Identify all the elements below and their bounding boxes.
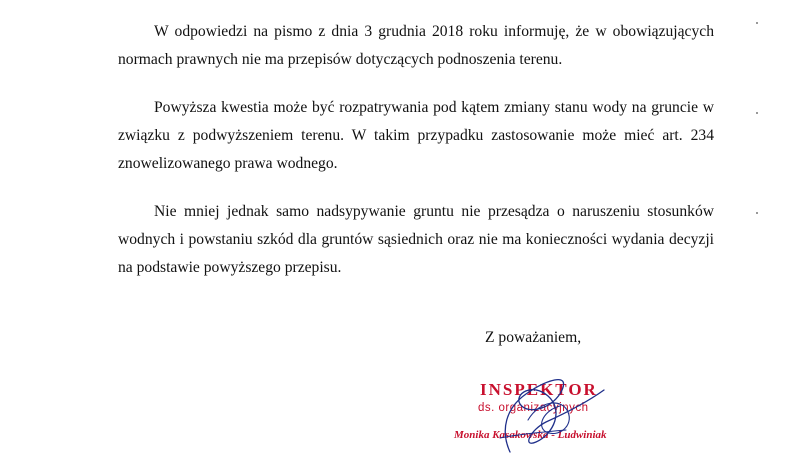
signature-stroke-main xyxy=(505,380,604,452)
closing-salutation: Z poważaniem, xyxy=(485,329,582,346)
edge-dot xyxy=(756,212,758,214)
signature-stroke-loop xyxy=(528,403,569,434)
stamp-subtitle: ds. organizacyjnych xyxy=(478,402,589,414)
handwritten-signature xyxy=(470,360,620,460)
stamp-title: INSPEKTOR xyxy=(480,380,598,399)
stamp-name: Monika Kasakowska - Ludwiniak xyxy=(454,429,607,441)
paragraph-conclusion: Nie mniej jednak samo nadsypywanie gruntu nie przesądza o naruszeniu stosunków wodnych i powstaniu szkód dla gruntów sąsiednich oraz nie ma konieczności wydania decyzji na podstawie powyższego przepisu. xyxy=(118,203,714,276)
paragraph-reply: W odpowiedzi na pismo z dnia 3 grudnia 2018 roku informuję, że w obowiązujących normach prawnych nie ma przepisów dotyczących podnoszenia terenu. xyxy=(118,23,714,68)
edge-dot xyxy=(756,22,758,24)
edge-dot xyxy=(756,112,758,114)
letter-body xyxy=(118,18,714,302)
paragraph-water-status: Powyższa kwestia może być rozpatrywania pod kątem zmiany stanu wody na gruncie w związku z podwyższeniem terenu. W takim przypadku zastosowanie może mieć art. 234 znowelizowanego prawa wodnego. xyxy=(118,99,714,172)
